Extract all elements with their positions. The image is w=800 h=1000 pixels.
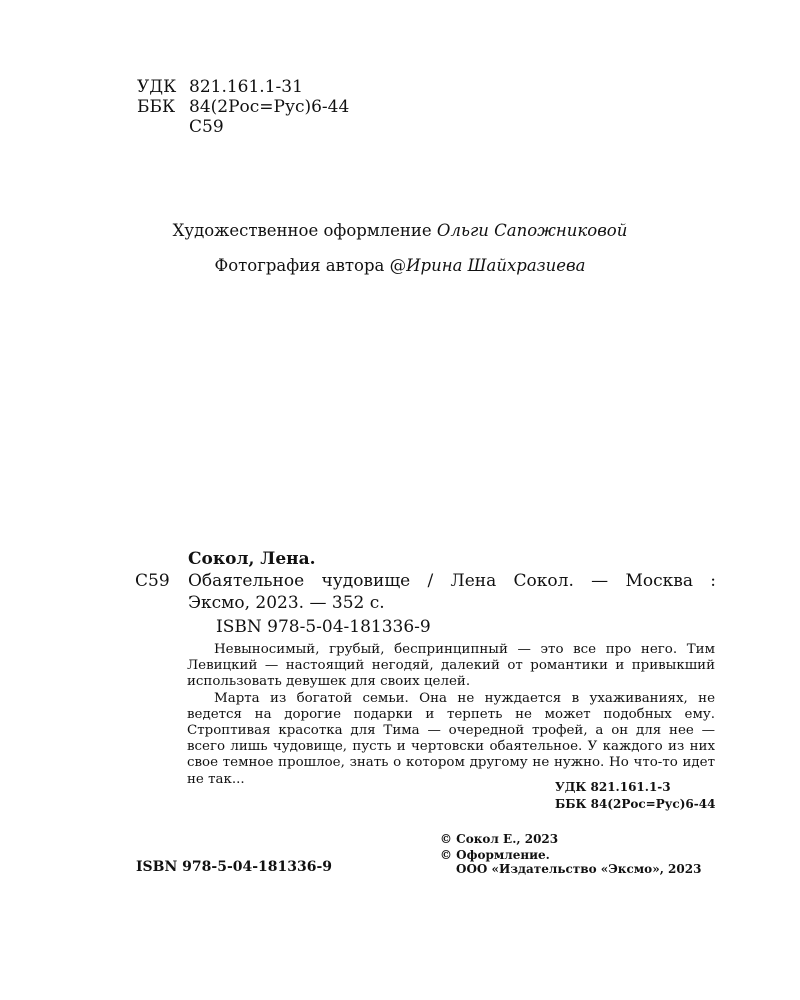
annotation [187, 642, 715, 788]
design-credit-prefix: Художественное оформление [172, 221, 432, 240]
index-udk: УДК 821.161.1-3 [555, 780, 671, 794]
index-bbk: ББК 84(2Рос=Рус)6-44 [555, 797, 716, 811]
record-isbn: ISBN 978-5-04-181336-9 [216, 617, 431, 637]
udk-label: УДК [137, 77, 177, 97]
photo-credit [0, 256, 800, 275]
record-call-number: С59 [135, 571, 170, 591]
record-title-line2: Эксмо, 2023. — 352 с. [188, 593, 385, 613]
call-number: С59 [189, 117, 224, 137]
record-author: Сокол, Лена. [188, 549, 316, 569]
photo-credit-prefix: Фотография автора @ [214, 256, 407, 275]
record-title-line1: Обаятельное чудовище / Лена Сокол. — Москва : [188, 571, 716, 591]
annotation-paragraph-2: Марта из богатой семьи. Она не нуждается в ухаживаниях, не ведется на дорогие подарки и терпеть не может подобных ему. Строптивая красотка для Тима — очередной трофей, а он для нее — всего лишь чудовище, пусть и чертовски обаятельное. У каждого из них свое темное прошлое, знать о котором другому не нужно. Но что-то идет не так... [187, 690, 715, 787]
copyright-line-3: ООО «Издательство «Эксмо», 2023 [456, 862, 702, 876]
udk-value: 821.161.1-31 [189, 77, 303, 97]
photo-credit-name: Ирина Шайхразиева [406, 256, 586, 275]
call-number-row [137, 117, 224, 137]
bbk-value: 84(2Рос=Рус)6-44 [189, 97, 350, 117]
copyright-line-2: © Оформление. [440, 848, 550, 862]
copyright-line-1: © Сокол Е., 2023 [440, 832, 559, 846]
bbk-row [137, 97, 349, 117]
isbn-bottom: ISBN 978-5-04-181336-9 [136, 859, 333, 875]
design-credit-name: Ольги Сапожниковой [436, 221, 628, 240]
annotation-paragraph-1: Невыносимый, грубый, беспринципный — это все про него. Тим Левицкий — настоящий негодяй, далекий от романтики и привыкший использовать девушек для своих целей. [187, 642, 715, 690]
bbk-label: ББК [137, 97, 176, 117]
udk-row [137, 77, 303, 97]
design-credit [0, 221, 800, 240]
